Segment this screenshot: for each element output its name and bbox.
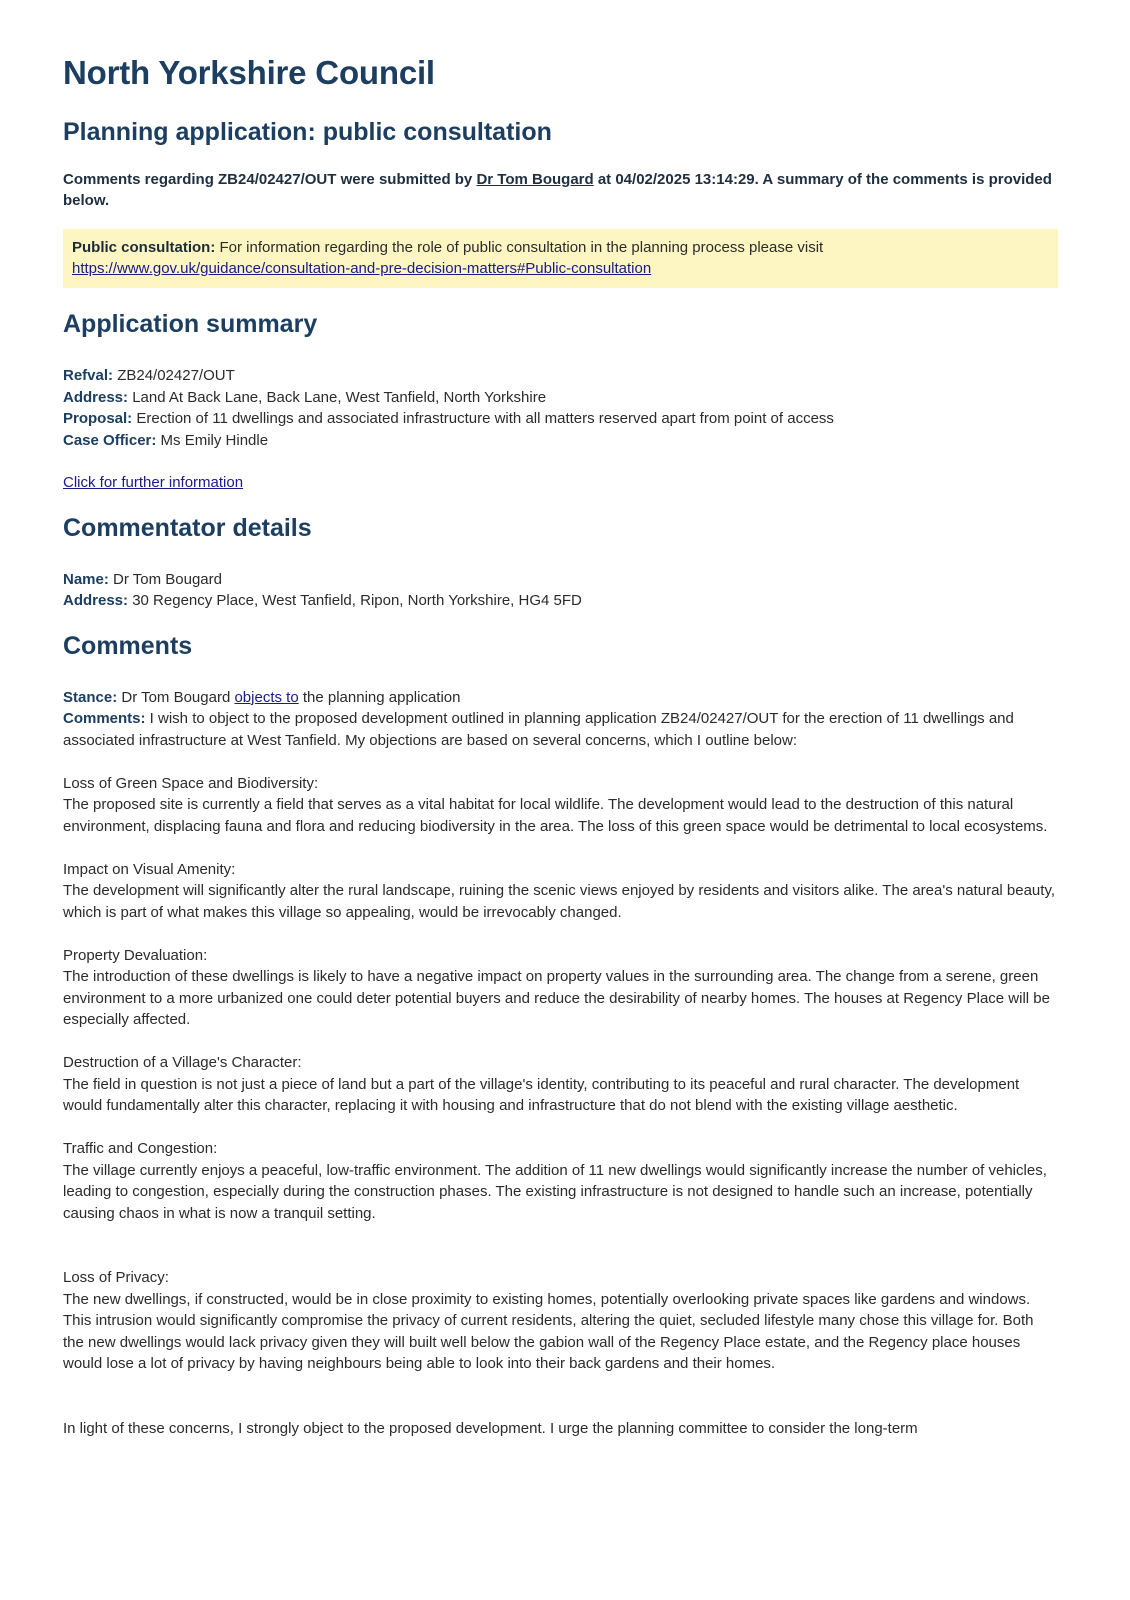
comments-closing: In light of these concerns, I strongly object to the proposed development. I urge the planning committee to consider the long-term	[63, 1419, 918, 1437]
section-title: Traffic and Congestion:	[63, 1140, 218, 1157]
comments-opening: Comments: I wish to object to the proposed development outlined in planning application ZB24/02427/OUT for the erection of 11 dwellings and associated infrastructure at West Tanfield. My objections are based on several concerns, which I outline below:	[63, 710, 1014, 749]
stance-link[interactable]: objects to	[234, 688, 299, 706]
address-row: Address: Land At Back Lane, Back Lane, West Tanfield, North Yorkshire	[63, 388, 547, 406]
consultation-guidance-link[interactable]: https://www.gov.uk/guidance/consultation-and-pre-decision-matters#Public-consultation	[72, 260, 652, 277]
section-body: The introduction of these dwellings is likely to have a negative impact on property values in the surrounding area. The change from a serene, green environment to a more urbanized one could deter potential buyers and reduce the desirability of nearby homes. The houses at Regency Place will be especially affected.	[63, 968, 1050, 1028]
notice-label: Public consultation:	[72, 239, 216, 256]
section-body: The proposed site is currently a field that serves as a vital habitat for local wildlife. The development would lead to the destruction of this natural environment, displacing fauna and flora and reducing biodiversity in the area. The loss of this green space would be detrimental to local ecosystems.	[63, 796, 1048, 835]
section-title: Property Devaluation:	[63, 946, 208, 964]
case-officer-row: Case Officer: Ms Emily Hindle	[63, 431, 269, 449]
refval-row: Refval: ZB24/02427/OUT	[63, 367, 235, 384]
application-summary	[63, 365, 1058, 494]
commentator-address-row: Address: 30 Regency Place, West Tanfield, Ripon, North Yorkshire, HG4 5FD	[63, 592, 582, 609]
council-title: North Yorkshire Council	[63, 54, 435, 91]
commentator-heading: Commentator details	[63, 513, 312, 542]
further-information-link[interactable]: Click for further information	[63, 474, 244, 491]
application-summary-heading: Application summary	[63, 310, 318, 338]
section-title: Destruction of a Village's Character:	[63, 1054, 302, 1071]
section-body: The village currently enjoys a peaceful, low-traffic environment. The addition of 11 new dwellings would significantly increase the number of vehicles, leading to congestion, especially during the construction phases. The existing infrastructure is not designed to handle such an increase, potentially causing chaos in what is now a tranquil setting.	[63, 1161, 1047, 1222]
page-subtitle: Planning application: public consultation	[63, 118, 552, 146]
commentator-name-row: Name: Dr Tom Bougard	[63, 570, 222, 588]
section-body: The development will significantly alter the rural landscape, ruining the scenic views enjoyed by residents and visitors alike. The area's natural beauty, which is part of what makes this village so appealing, would be irrevocably changed.	[63, 882, 1055, 921]
commentator-details	[63, 569, 1058, 612]
submission-intro: Comments regarding ZB24/02427/OUT were submitted by Dr Tom Bougard at 04/02/2025 13:14:29. A summary of the comments is provided below.	[63, 171, 1052, 209]
comments-heading: Comments	[63, 631, 193, 660]
section-body: The new dwellings, if constructed, would be in close proximity to existing homes, potentially overlooking private spaces like gardens and windows. This intrusion would significantly compromise the privacy of current residents, altering the quiet, secluded lifestyle many chose this village for. Both the new dwellings would lack privacy given they will built well below the gabion wall of the Regency Place estate, and the Regency place houses would lose a lot of privacy by having neighbours being able to look into their back gardens and their homes.	[63, 1290, 1034, 1372]
section-title: Loss of Privacy:	[63, 1269, 169, 1286]
stance-row: Stance: Dr Tom Bougard objects to the planning application	[63, 688, 461, 706]
proposal-row: Proposal: Erection of 11 dwellings and associated infrastructure with all matters reserved apart from point of access	[63, 410, 834, 427]
consultation-notice	[63, 229, 1058, 288]
section-body: The field in question is not just a piece of land but a part of the village's identity, contributing to its peaceful and rural character. The development would fundamentally alter this character, replacing it with housing and infrastructure that do not blend with the existing village aesthetic.	[63, 1075, 1020, 1114]
comments-body	[63, 687, 1058, 1440]
section-title: Loss of Green Space and Biodiversity:	[63, 774, 319, 792]
commentator-link[interactable]: Dr Tom Bougard	[476, 171, 594, 188]
notice-text: For information regarding the role of public consultation in the planning process please visit	[215, 239, 824, 256]
section-title: Impact on Visual Amenity:	[63, 860, 236, 878]
